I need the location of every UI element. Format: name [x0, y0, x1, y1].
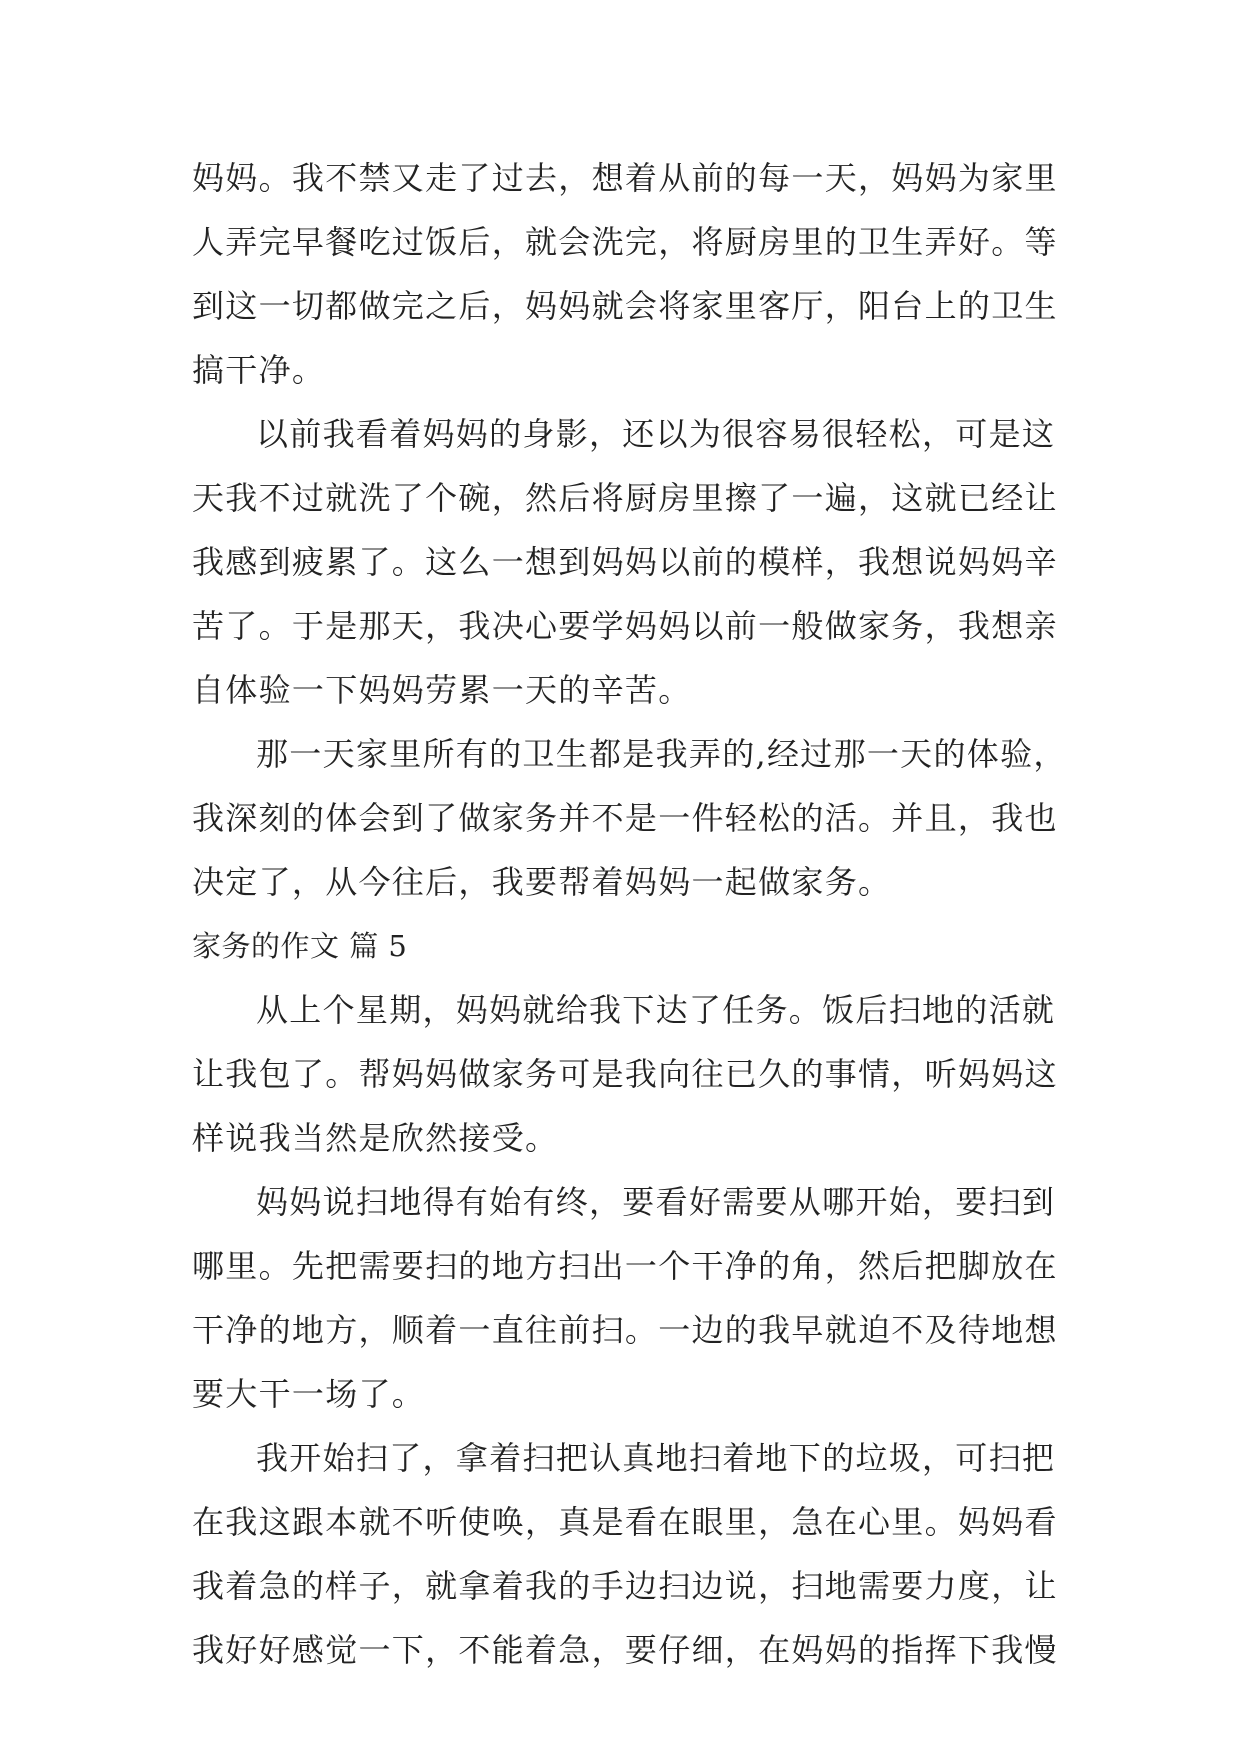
text-line: 我深刻的体会到了做家务并不是一件轻松的活。并且，我也 [192, 799, 1058, 837]
text-line: 我好好感觉一下，不能着急，要仔细，在妈妈的指挥下我慢 [192, 1631, 1058, 1669]
text-line: 到这一切都做完之后，妈妈就会将家里客厅，阳台上的卫生 [192, 287, 1058, 325]
paragraph [192, 415, 1058, 709]
text-line: 人弄完早餐吃过饭后，就会洗完，将厨房里的卫生弄好。等 [192, 223, 1058, 261]
paragraph [192, 735, 1067, 901]
text-line: 样说我当然是欣然接受。 [192, 1119, 559, 1157]
text-line: 从上个星期，妈妈就给我下达了任务。饭后扫地的活就 [256, 991, 1056, 1029]
paragraph [192, 1183, 1058, 1413]
text-line: 天我不过就洗了个碗，然后将厨房里擦了一遍，这就已经让 [192, 479, 1058, 517]
text-line: 在我这跟本就不听使唤，真是看在眼里，急在心里。妈妈看 [192, 1503, 1058, 1541]
text-line: 决定了，从今往后，我要帮着妈妈一起做家务。 [192, 863, 892, 901]
text-line: 我开始扫了，拿着扫把认真地扫着地下的垃圾，可扫把 [256, 1439, 1056, 1477]
text-line: 干净的地方，顺着一直往前扫。一边的我早就迫不及待地想 [192, 1311, 1058, 1349]
text-line: 苦了。于是那天，我决心要学妈妈以前一般做家务，我想亲 [192, 607, 1058, 645]
paragraph [192, 1439, 1058, 1669]
section-heading: 家务的作文 篇 5 [192, 929, 408, 963]
paragraph [192, 159, 1058, 389]
text-line: 以前我看着妈妈的身影，还以为很容易很轻松，可是这 [256, 415, 1056, 453]
text-line: 我感到疲累了。这么一想到妈妈以前的模样，我想说妈妈辛 [192, 543, 1058, 581]
paragraph [192, 991, 1058, 1157]
text-line: 要大干一场了。 [192, 1375, 426, 1413]
text-line: 自体验一下妈妈劳累一天的辛苦。 [192, 671, 692, 709]
text-line: 那一天家里所有的卫生都是我弄的,经过那一天的体验， [256, 735, 1067, 773]
text-line: 妈妈。我不禁又走了过去，想着从前的每一天，妈妈为家里 [192, 159, 1058, 197]
text-line: 搞干净。 [192, 351, 326, 389]
text-line: 妈妈说扫地得有始有终，要看好需要从哪开始，要扫到 [256, 1183, 1056, 1221]
text-line: 我着急的样子，就拿着我的手边扫边说，扫地需要力度，让 [192, 1567, 1058, 1605]
document-page [192, 159, 1067, 1696]
text-line: 让我包了。帮妈妈做家务可是我向往已久的事情，听妈妈这 [192, 1055, 1058, 1093]
text-line: 哪里。先把需要扫的地方扫出一个干净的角，然后把脚放在 [192, 1247, 1058, 1285]
